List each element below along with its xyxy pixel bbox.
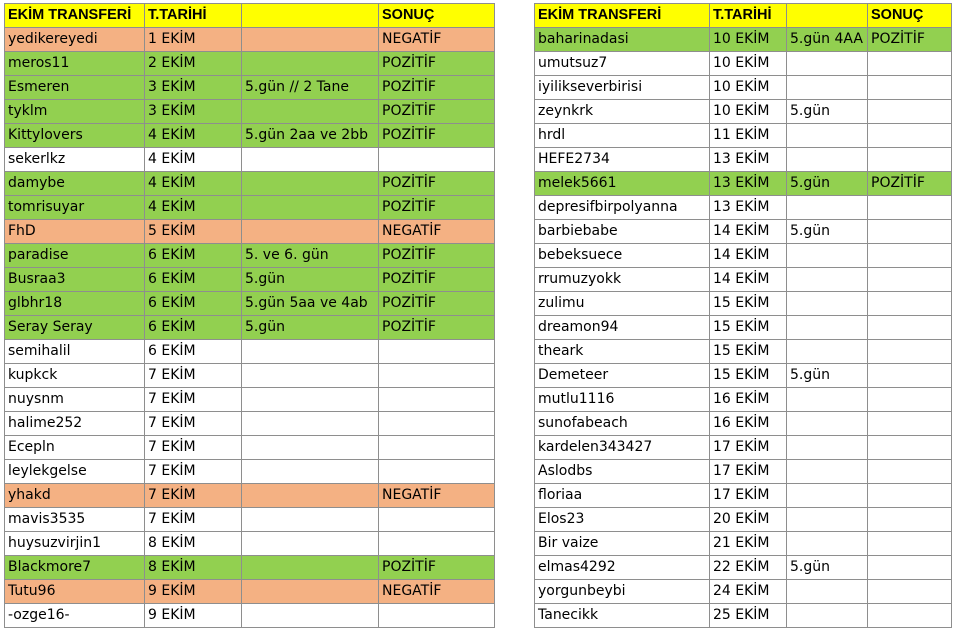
result-cell[interactable]: POZİTİF	[379, 100, 495, 124]
table-row	[5, 316, 495, 340]
table-row	[5, 340, 495, 364]
note-cell[interactable]	[242, 196, 379, 220]
date-cell[interactable]: 13 EKİM	[710, 148, 787, 172]
note-cell[interactable]: 5.gün	[787, 556, 868, 580]
name-cell[interactable]: Elos23	[535, 508, 710, 532]
table-row	[5, 220, 495, 244]
date-cell[interactable]: 6 EKİM	[145, 268, 242, 292]
date-cell[interactable]: 25 EKİM	[710, 604, 787, 628]
name-cell[interactable]: leylekgelse	[5, 460, 145, 484]
table-row	[5, 196, 495, 220]
note-cell[interactable]	[787, 52, 868, 76]
note-cell[interactable]	[242, 148, 379, 172]
table-row	[535, 172, 952, 196]
note-cell[interactable]	[242, 532, 379, 556]
date-cell[interactable]: 2 EKİM	[145, 52, 242, 76]
table-row	[535, 460, 952, 484]
name-cell[interactable]: baharinadasi	[535, 28, 710, 52]
name-cell[interactable]: tomrisuyar	[5, 196, 145, 220]
table-row	[535, 508, 952, 532]
note-cell[interactable]	[242, 460, 379, 484]
table-row	[5, 364, 495, 388]
table-row	[535, 52, 952, 76]
date-cell[interactable]: 6 EKİM	[145, 316, 242, 340]
table-row	[535, 28, 952, 52]
name-cell[interactable]: kupkck	[5, 364, 145, 388]
date-cell[interactable]: 5 EKİM	[145, 220, 242, 244]
note-cell[interactable]: 5.gün	[787, 364, 868, 388]
result-cell[interactable]	[868, 388, 952, 412]
date-cell[interactable]: 3 EKİM	[145, 76, 242, 100]
header-result-cell[interactable]: SONUÇ	[868, 4, 952, 28]
note-cell[interactable]	[242, 388, 379, 412]
date-cell[interactable]: 14 EKİM	[710, 244, 787, 268]
date-cell[interactable]: 8 EKİM	[145, 532, 242, 556]
date-cell[interactable]: 1 EKİM	[145, 28, 242, 52]
table-row	[535, 556, 952, 580]
table-row	[535, 580, 952, 604]
name-cell[interactable]: yhakd	[5, 484, 145, 508]
name-cell[interactable]: bebeksuece	[535, 244, 710, 268]
table-row	[535, 220, 952, 244]
note-cell[interactable]	[787, 196, 868, 220]
result-cell[interactable]	[379, 508, 495, 532]
header-note-cell[interactable]	[242, 4, 379, 28]
name-cell[interactable]: Bir vaize	[535, 532, 710, 556]
result-cell[interactable]: POZİTİF	[379, 76, 495, 100]
result-cell[interactable]	[868, 364, 952, 388]
result-cell[interactable]: POZİTİF	[379, 196, 495, 220]
date-cell[interactable]: 15 EKİM	[710, 292, 787, 316]
table-row	[535, 484, 952, 508]
table-row	[5, 556, 495, 580]
header-result-cell[interactable]: SONUÇ	[379, 4, 495, 28]
result-cell[interactable]	[868, 412, 952, 436]
header-note-cell[interactable]	[787, 4, 868, 28]
note-cell[interactable]	[787, 436, 868, 460]
table-row	[535, 340, 952, 364]
note-cell[interactable]	[787, 292, 868, 316]
header-name-cell[interactable]: EKİM TRANSFERİ	[5, 4, 145, 28]
result-cell[interactable]	[379, 604, 495, 628]
result-cell[interactable]	[868, 556, 952, 580]
note-cell[interactable]: 5.gün	[787, 220, 868, 244]
name-cell[interactable]: halime252	[5, 412, 145, 436]
header-name-cell[interactable]: EKİM TRANSFERİ	[535, 4, 710, 28]
result-cell[interactable]	[868, 196, 952, 220]
note-cell[interactable]: 5.gün	[242, 316, 379, 340]
note-cell[interactable]	[787, 244, 868, 268]
table-row	[5, 388, 495, 412]
result-cell[interactable]	[868, 604, 952, 628]
date-cell[interactable]: 11 EKİM	[710, 124, 787, 148]
table-row	[535, 316, 952, 340]
transfer-table-right	[534, 3, 952, 628]
table-row	[5, 100, 495, 124]
name-cell[interactable]: meros11	[5, 52, 145, 76]
name-cell[interactable]: semihalil	[5, 340, 145, 364]
note-cell[interactable]	[242, 556, 379, 580]
name-cell[interactable]: kardelen343427	[535, 436, 710, 460]
note-cell[interactable]: 5.gün 5aa ve 4ab	[242, 292, 379, 316]
note-cell[interactable]	[787, 604, 868, 628]
note-cell[interactable]	[242, 412, 379, 436]
note-cell[interactable]	[242, 604, 379, 628]
note-cell[interactable]	[787, 148, 868, 172]
note-cell[interactable]	[787, 316, 868, 340]
table-row	[535, 292, 952, 316]
result-cell[interactable]	[379, 532, 495, 556]
date-cell[interactable]: 6 EKİM	[145, 244, 242, 268]
name-cell[interactable]: Blackmore7	[5, 556, 145, 580]
date-cell[interactable]: 22 EKİM	[710, 556, 787, 580]
note-cell[interactable]	[787, 76, 868, 100]
table-row	[5, 508, 495, 532]
result-cell[interactable]	[379, 388, 495, 412]
name-cell[interactable]: yedikereyedi	[5, 28, 145, 52]
note-cell[interactable]	[242, 100, 379, 124]
header-date-cell[interactable]: T.TARİHİ	[145, 4, 242, 28]
date-cell[interactable]: 16 EKİM	[710, 388, 787, 412]
result-cell[interactable]: POZİTİF	[379, 124, 495, 148]
date-cell[interactable]: 7 EKİM	[145, 508, 242, 532]
result-cell[interactable]	[379, 412, 495, 436]
date-cell[interactable]: 15 EKİM	[710, 364, 787, 388]
date-cell[interactable]: 7 EKİM	[145, 412, 242, 436]
name-cell[interactable]: Demeteer	[535, 364, 710, 388]
date-cell[interactable]: 4 EKİM	[145, 148, 242, 172]
note-cell[interactable]	[787, 412, 868, 436]
result-cell[interactable]	[379, 148, 495, 172]
result-cell[interactable]: POZİTİF	[868, 28, 952, 52]
name-cell[interactable]: iyilikseverbirisi	[535, 76, 710, 100]
date-cell[interactable]: 15 EKİM	[710, 316, 787, 340]
table-row	[5, 124, 495, 148]
date-cell[interactable]: 10 EKİM	[710, 76, 787, 100]
name-cell[interactable]: Tutu96	[5, 580, 145, 604]
date-cell[interactable]: 20 EKİM	[710, 508, 787, 532]
note-cell[interactable]	[242, 52, 379, 76]
date-cell[interactable]: 4 EKİM	[145, 124, 242, 148]
name-cell[interactable]: Aslodbs	[535, 460, 710, 484]
date-cell[interactable]: 16 EKİM	[710, 412, 787, 436]
table-row	[5, 76, 495, 100]
date-cell[interactable]: 8 EKİM	[145, 556, 242, 580]
date-cell[interactable]: 17 EKİM	[710, 436, 787, 460]
result-cell[interactable]: NEGATİF	[379, 220, 495, 244]
note-cell[interactable]	[242, 436, 379, 460]
result-cell[interactable]	[868, 148, 952, 172]
result-cell[interactable]	[868, 100, 952, 124]
date-cell[interactable]: 7 EKİM	[145, 388, 242, 412]
date-cell[interactable]: 14 EKİM	[710, 268, 787, 292]
result-cell[interactable]	[868, 580, 952, 604]
table-row	[5, 532, 495, 556]
note-cell[interactable]: 5.gün // 2 Tane	[242, 76, 379, 100]
table-row	[535, 100, 952, 124]
table-row	[5, 292, 495, 316]
name-cell[interactable]: floriaa	[535, 484, 710, 508]
name-cell[interactable]: -ozge16-	[5, 604, 145, 628]
result-cell[interactable]	[379, 460, 495, 484]
result-cell[interactable]: POZİTİF	[379, 316, 495, 340]
date-cell[interactable]: 24 EKİM	[710, 580, 787, 604]
name-cell[interactable]: sunofabeach	[535, 412, 710, 436]
name-cell[interactable]: hrdl	[535, 124, 710, 148]
name-cell[interactable]: melek5661	[535, 172, 710, 196]
result-cell[interactable]: POZİTİF	[379, 556, 495, 580]
date-cell[interactable]: 4 EKİM	[145, 172, 242, 196]
name-cell[interactable]: Busraa3	[5, 268, 145, 292]
table-row	[5, 580, 495, 604]
result-cell[interactable]	[868, 52, 952, 76]
result-cell[interactable]: NEGATİF	[379, 484, 495, 508]
note-cell[interactable]	[787, 484, 868, 508]
result-cell[interactable]: POZİTİF	[379, 292, 495, 316]
note-cell[interactable]	[242, 220, 379, 244]
result-cell[interactable]: POZİTİF	[868, 172, 952, 196]
name-cell[interactable]: theark	[535, 340, 710, 364]
table-row	[535, 364, 952, 388]
name-cell[interactable]: huysuzvirjin1	[5, 532, 145, 556]
table-row	[535, 196, 952, 220]
date-cell[interactable]: 9 EKİM	[145, 604, 242, 628]
name-cell[interactable]: barbiebabe	[535, 220, 710, 244]
date-cell[interactable]: 10 EKİM	[710, 28, 787, 52]
date-cell[interactable]: 3 EKİM	[145, 100, 242, 124]
note-cell[interactable]	[242, 508, 379, 532]
table-row	[535, 604, 952, 628]
name-cell[interactable]: elmas4292	[535, 556, 710, 580]
result-cell[interactable]	[868, 124, 952, 148]
result-cell[interactable]	[868, 460, 952, 484]
name-cell[interactable]: Seray Seray	[5, 316, 145, 340]
date-cell[interactable]: 13 EKİM	[710, 196, 787, 220]
date-cell[interactable]: 7 EKİM	[145, 436, 242, 460]
name-cell[interactable]: Tanecikk	[535, 604, 710, 628]
result-cell[interactable]	[379, 340, 495, 364]
result-cell[interactable]	[868, 316, 952, 340]
header-row	[535, 4, 952, 28]
note-cell[interactable]	[242, 172, 379, 196]
result-cell[interactable]: POZİTİF	[379, 172, 495, 196]
date-cell[interactable]: 4 EKİM	[145, 196, 242, 220]
name-cell[interactable]: FhD	[5, 220, 145, 244]
table-row	[535, 412, 952, 436]
result-cell[interactable]	[868, 484, 952, 508]
note-cell[interactable]: 5.gün	[787, 172, 868, 196]
note-cell[interactable]	[787, 268, 868, 292]
name-cell[interactable]: yorgunbeybi	[535, 580, 710, 604]
table-row	[535, 388, 952, 412]
name-cell[interactable]: mutlu1116	[535, 388, 710, 412]
name-cell[interactable]: mavis3535	[5, 508, 145, 532]
note-cell[interactable]: 5.gün	[242, 268, 379, 292]
name-cell[interactable]: tyklm	[5, 100, 145, 124]
note-cell[interactable]: 5.gün 2aa ve 2bb	[242, 124, 379, 148]
name-cell[interactable]: zeynkrk	[535, 100, 710, 124]
note-cell[interactable]	[787, 508, 868, 532]
result-cell[interactable]	[379, 436, 495, 460]
note-cell[interactable]	[787, 532, 868, 556]
result-cell[interactable]	[868, 76, 952, 100]
table-row	[535, 148, 952, 172]
name-cell[interactable]: paradise	[5, 244, 145, 268]
date-cell[interactable]: 17 EKİM	[710, 484, 787, 508]
table-row	[535, 244, 952, 268]
date-cell[interactable]: 6 EKİM	[145, 292, 242, 316]
date-cell[interactable]: 6 EKİM	[145, 340, 242, 364]
date-cell[interactable]: 7 EKİM	[145, 460, 242, 484]
table-row	[5, 484, 495, 508]
date-cell[interactable]: 7 EKİM	[145, 484, 242, 508]
table-row	[535, 268, 952, 292]
name-cell[interactable]: depresifbirpolyanna	[535, 196, 710, 220]
result-cell[interactable]	[868, 508, 952, 532]
result-cell[interactable]: POZİTİF	[379, 244, 495, 268]
table-row	[5, 412, 495, 436]
name-cell[interactable]: nuysnm	[5, 388, 145, 412]
result-cell[interactable]: POZİTİF	[379, 268, 495, 292]
result-cell[interactable]	[868, 532, 952, 556]
note-cell[interactable]	[242, 580, 379, 604]
table-row	[5, 148, 495, 172]
name-cell[interactable]: glbhr18	[5, 292, 145, 316]
table-row	[5, 244, 495, 268]
result-cell[interactable]: POZİTİF	[379, 52, 495, 76]
result-cell[interactable]	[379, 364, 495, 388]
table-row	[535, 124, 952, 148]
table-row	[535, 532, 952, 556]
result-cell[interactable]	[868, 292, 952, 316]
header-date-cell[interactable]: T.TARİHİ	[710, 4, 787, 28]
name-cell[interactable]: HEFE2734	[535, 148, 710, 172]
result-cell[interactable]: NEGATİF	[379, 28, 495, 52]
table-row	[535, 436, 952, 460]
result-cell[interactable]	[868, 268, 952, 292]
name-cell[interactable]: zulimu	[535, 292, 710, 316]
note-cell[interactable]: 5.gün 4AA	[787, 28, 868, 52]
date-cell[interactable]: 14 EKİM	[710, 220, 787, 244]
name-cell[interactable]: rrumuzyokk	[535, 268, 710, 292]
note-cell[interactable]: 5. ve 6. gün	[242, 244, 379, 268]
note-cell[interactable]: 5.gün	[787, 100, 868, 124]
date-cell[interactable]: 9 EKİM	[145, 580, 242, 604]
table-row	[5, 604, 495, 628]
result-cell[interactable]	[868, 244, 952, 268]
table-row	[5, 52, 495, 76]
result-cell[interactable]	[868, 220, 952, 244]
table-row	[5, 460, 495, 484]
table-row	[5, 28, 495, 52]
result-cell[interactable]: NEGATİF	[379, 580, 495, 604]
date-cell[interactable]: 7 EKİM	[145, 364, 242, 388]
table-row	[535, 76, 952, 100]
table-row	[5, 436, 495, 460]
date-cell[interactable]: 13 EKİM	[710, 172, 787, 196]
table-row	[5, 172, 495, 196]
name-cell[interactable]: Kittylovers	[5, 124, 145, 148]
note-cell[interactable]	[242, 28, 379, 52]
note-cell[interactable]	[787, 340, 868, 364]
date-cell[interactable]: 10 EKİM	[710, 52, 787, 76]
name-cell[interactable]: damybe	[5, 172, 145, 196]
note-cell[interactable]	[787, 460, 868, 484]
result-cell[interactable]	[868, 340, 952, 364]
note-cell[interactable]	[242, 340, 379, 364]
name-cell[interactable]: Esmeren	[5, 76, 145, 100]
note-cell[interactable]	[787, 124, 868, 148]
result-cell[interactable]	[868, 436, 952, 460]
name-cell[interactable]: Ecepln	[5, 436, 145, 460]
name-cell[interactable]: dreamon94	[535, 316, 710, 340]
date-cell[interactable]: 17 EKİM	[710, 460, 787, 484]
note-cell[interactable]	[787, 388, 868, 412]
header-row	[5, 4, 495, 28]
date-cell[interactable]: 15 EKİM	[710, 340, 787, 364]
name-cell[interactable]: sekerlkz	[5, 148, 145, 172]
note-cell[interactable]	[787, 580, 868, 604]
date-cell[interactable]: 10 EKİM	[710, 100, 787, 124]
name-cell[interactable]: umutsuz7	[535, 52, 710, 76]
date-cell[interactable]: 21 EKİM	[710, 532, 787, 556]
note-cell[interactable]	[242, 364, 379, 388]
transfer-table-left	[4, 3, 495, 628]
note-cell[interactable]	[242, 484, 379, 508]
table-row	[5, 268, 495, 292]
